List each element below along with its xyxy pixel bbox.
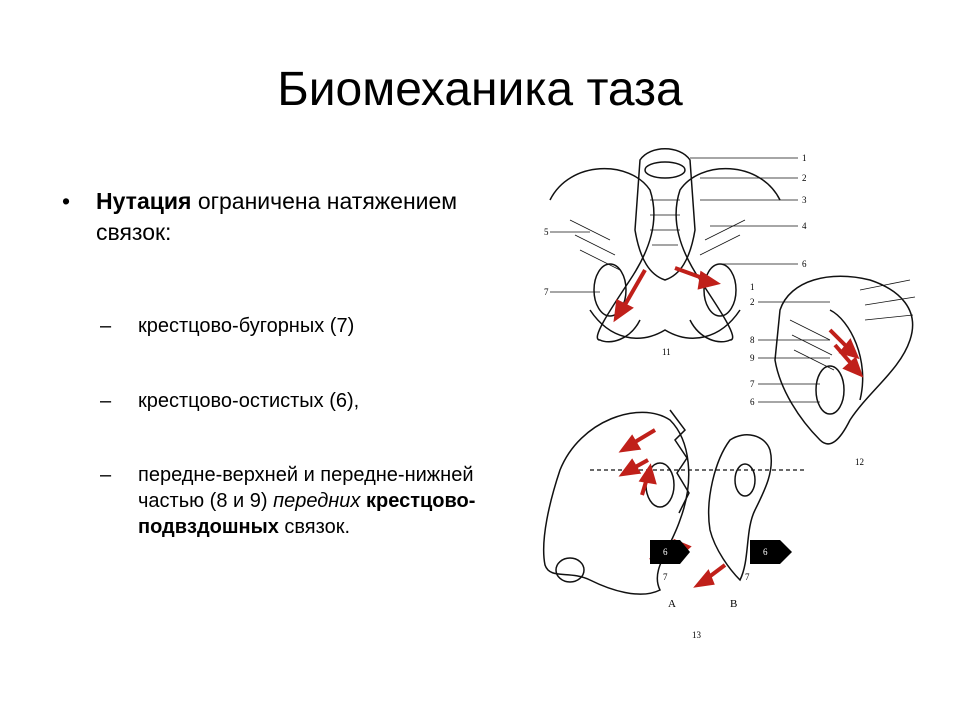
nutation-arrows: [616, 268, 860, 585]
fig11-label: 6: [802, 259, 807, 269]
fig11-label: 4: [802, 221, 807, 231]
figure-12-pelvis-lateral: [758, 276, 915, 444]
fig13-label: 6: [763, 547, 768, 557]
fig13-label: 6: [663, 547, 668, 557]
fig13-label: 7: [745, 572, 750, 582]
fig12-label: 9: [750, 353, 755, 363]
fig13-label-a: A: [668, 598, 676, 610]
subitem-bold: крестцово-подвздошных: [138, 490, 476, 538]
pelvis-illustration: [530, 140, 950, 660]
subitem-tail: связок.: [278, 516, 351, 538]
bullet-bold-term: Нутация: [96, 188, 192, 214]
fig12-number: 12: [855, 457, 864, 467]
fig11-label: 5: [544, 227, 549, 237]
fig12-label: 2: [750, 297, 755, 307]
fig12-label: 6: [750, 397, 755, 407]
fig12-label: 8: [750, 335, 755, 345]
subitem-dash: –: [100, 464, 112, 486]
bullet-dot: •: [62, 188, 71, 214]
slide-title: Биомеханика таза: [277, 63, 683, 116]
fig11-number: 11: [662, 347, 671, 357]
subitem-dash: –: [100, 390, 112, 412]
subitem-text: крестцово-остистых (6),: [138, 390, 360, 412]
fig13-number: 13: [692, 630, 701, 640]
fig11-label: 3: [802, 195, 807, 205]
fig13-label-b: B: [730, 598, 738, 610]
subitem-dash: –: [100, 315, 112, 337]
bullet-rest: ограничена натяжением связок:: [96, 188, 458, 245]
fig11-label: 1: [802, 153, 807, 163]
fig11-label: 7: [544, 287, 549, 297]
bullet-text: [96, 186, 516, 248]
fig12-label: 7: [750, 379, 755, 389]
subitem-line1: передне-верхней и передне-нижней частью (8 и 9): [138, 464, 474, 512]
subitem-text: [138, 462, 508, 540]
fig13-label: 7: [663, 572, 668, 582]
figure-13-pelvis-sections: [544, 410, 805, 594]
subitem-text: крестцово-бугорных (7): [138, 315, 355, 337]
subitem-italic: передних: [273, 490, 361, 512]
fig12-label: 1: [750, 282, 755, 292]
fig11-label: 2: [802, 173, 807, 183]
